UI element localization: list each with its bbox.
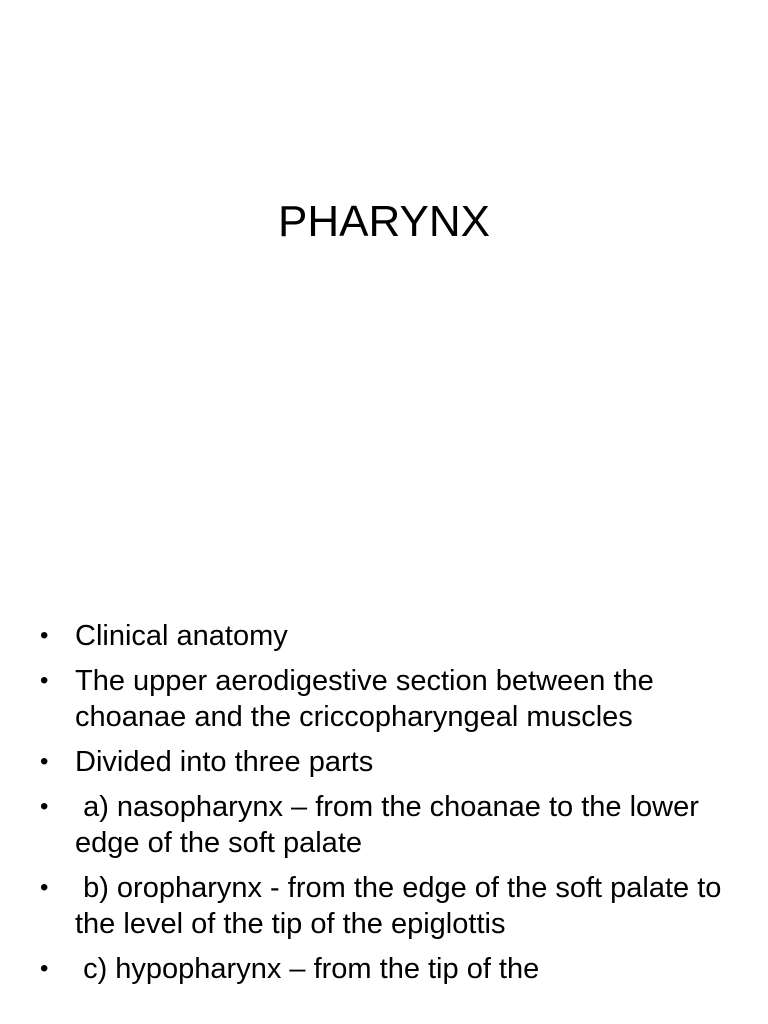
bullet-dot-icon: • bbox=[40, 622, 49, 649]
bullet-text: The upper aerodigestive section between the choanae and the criccopharyngeal muscles bbox=[75, 665, 654, 733]
bullet-item bbox=[40, 744, 740, 780]
bullet-dot-icon: • bbox=[40, 793, 49, 820]
bullet-item bbox=[40, 618, 740, 654]
bullet-text: Divided into three parts bbox=[75, 746, 374, 778]
slide-title: PHARYNX bbox=[278, 197, 490, 246]
bullet-text: a) nasopharynx – from the choanae to the lower edge of the soft palate bbox=[75, 791, 707, 859]
bullet-item bbox=[40, 663, 740, 735]
bullet-dot-icon: • bbox=[40, 874, 49, 901]
bullet-dot-icon: • bbox=[40, 955, 49, 982]
bullet-dot-icon: • bbox=[40, 748, 49, 775]
bullet-list bbox=[40, 618, 740, 996]
bullet-item bbox=[40, 951, 740, 987]
bullet-item bbox=[40, 789, 740, 861]
bullet-dot-icon: • bbox=[40, 667, 49, 694]
bullet-item bbox=[40, 870, 740, 942]
bullet-text: c) hypopharynx – from the tip of the bbox=[75, 953, 540, 985]
bullet-text: Clinical anatomy bbox=[75, 620, 288, 652]
bullet-text: b) oropharynx - from the edge of the soft palate to the level of the tip of the epiglottis bbox=[75, 872, 730, 940]
